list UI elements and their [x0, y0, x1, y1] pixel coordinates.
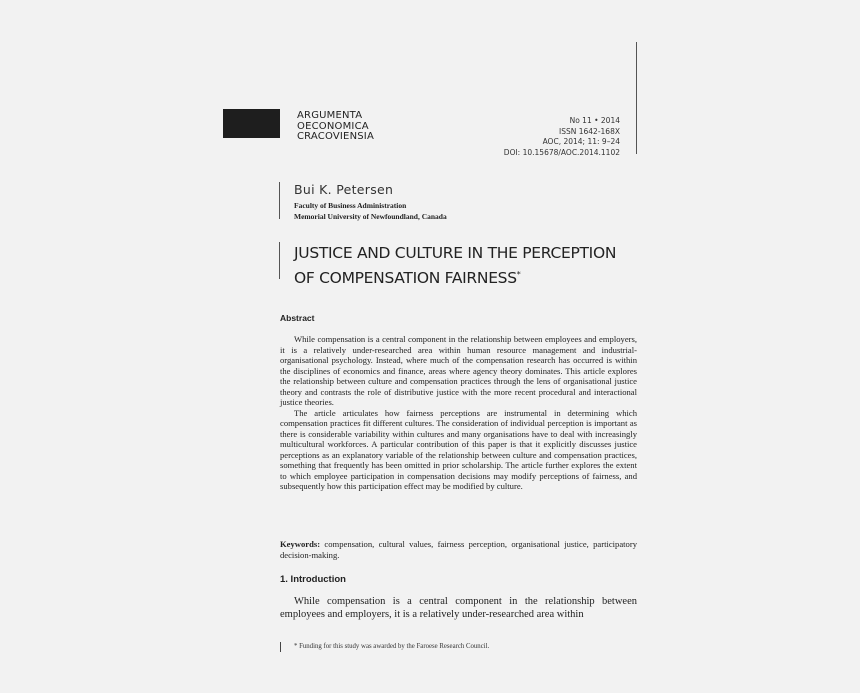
abstract-heading: Abstract [280, 313, 315, 323]
title-line-text: OF COMPENSATION FAIRNESS [294, 269, 517, 287]
author-affiliation [294, 201, 447, 222]
citation: AOC, 2014; 11: 9–24 [542, 137, 620, 147]
introduction-paragraph: While compensation is a central component in the relationship between employees and employers, it is a relatively under-researched area within [280, 596, 637, 620]
title-divider [279, 242, 280, 279]
footnote: * Funding for this study was awarded by the Faroese Research Council. [294, 643, 490, 650]
journal-logo-block [223, 109, 280, 138]
article-title [294, 243, 616, 289]
abstract-paragraph: The article articulates how fairness perceptions are instrumental in determining which compensation practices fit different cultures. The consideration of individual perception is important as there is considerable variability within cultures and many organisations have to deal with increasingly multicultural workforces. A particular contribution of this paper is that it explicitly discusses justice perceptions as an explanatory variable of the relationship between culture and compensation practices, something that frequently has been omitted in prior scholarship. The article further explores the extent to which employee participation in compensation decisions may modify perceptions of fairness, and subsequently how this participation effect may be modified by culture. [280, 407, 637, 491]
issue-info [504, 116, 620, 158]
journal-name [297, 111, 374, 143]
title-line-2 [294, 264, 616, 289]
title-footnote-mark: * [516, 270, 521, 279]
affiliation-line: Faculty of Business Administration [294, 201, 407, 210]
abstract-paragraph: While compensation is a central component in the relationship between employees and employers, it is a relatively under-researched area within human resource management and industrial-organisational psychology. Instead, where much of the compensation research has occurred is within the disciplines of economics and finance, areas where agency theory dominates. This article explores the relationship between culture and compensation practices through the lens of organisational justice theory and contrasts the role of distributive justice with the more recent procedural and interactional justice theories. [280, 334, 637, 407]
issn: ISSN 1642-168X [559, 126, 620, 136]
keywords-label: Keywords: [280, 539, 321, 549]
title-line: JUSTICE AND CULTURE IN THE PERCEPTION [294, 244, 617, 262]
section-heading-introduction: 1. Introduction [280, 574, 346, 585]
journal-name-line: ARGUMENTA [297, 110, 363, 121]
footnote-divider [280, 642, 281, 652]
introduction-body [280, 596, 637, 621]
keywords-text: compensation, cultural values, fairness perception, organisational justice, participatory decision-making. [280, 539, 637, 560]
abstract-body [280, 334, 637, 492]
journal-name-line: OECONOMICA [297, 120, 369, 132]
author-name: Bui K. Petersen [294, 182, 394, 197]
keywords [280, 539, 637, 560]
issue-number: No 11 • 2014 [569, 116, 620, 125]
header-divider [636, 42, 637, 154]
affiliation-line: Memorial University of Newfoundland, Canada [294, 211, 447, 221]
journal-name-line: CRACOVIENSIA [297, 131, 374, 142]
author-divider [279, 182, 280, 219]
doi: DOI: 10.15678/AOC.2014.1102 [503, 147, 620, 157]
keywords-paragraph [280, 539, 637, 560]
